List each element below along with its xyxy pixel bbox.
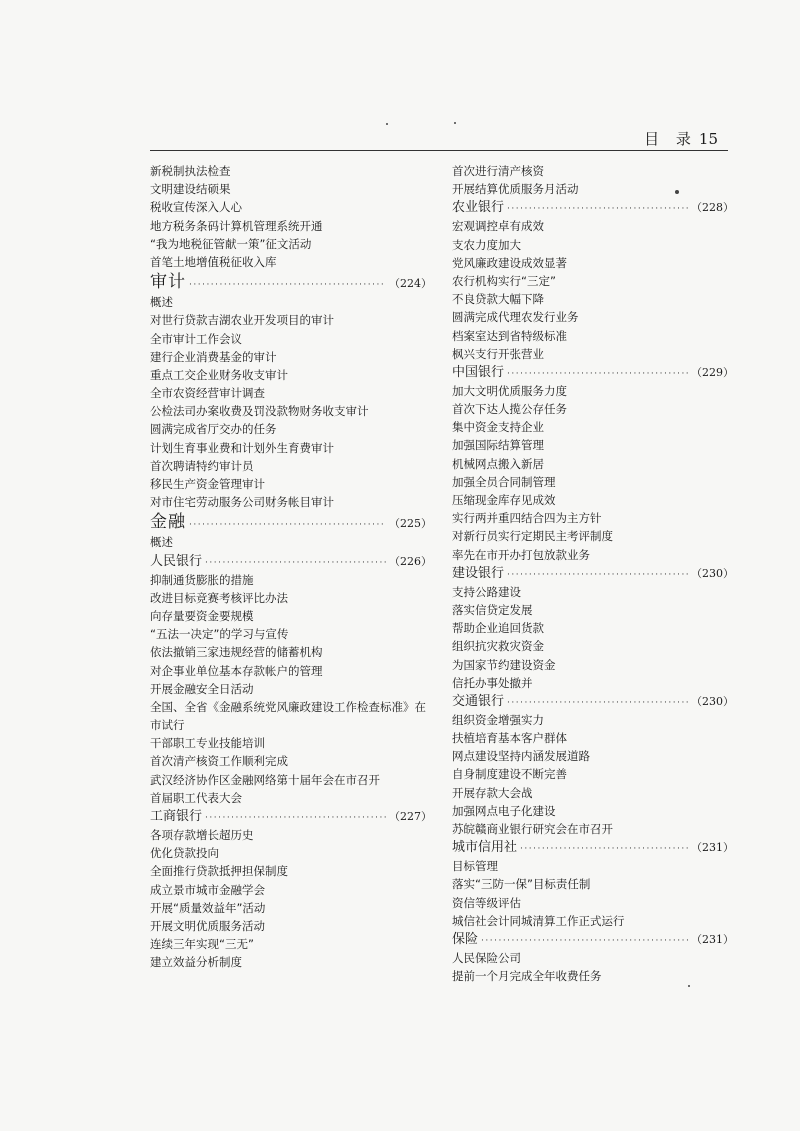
toc-entry: 优化贷款投向 [150,846,219,861]
toc-subsection-heading [452,198,734,217]
toc-entry: 建行企业消费基金的审计 [150,349,277,364]
section-page-number: （225） [389,517,432,531]
toc-entry: 全国、全省《金融系统党风廉政建设工作检查标准》在 [150,699,426,714]
toc-entry: 移民生产资金管理审计 [150,477,265,491]
toc-entry: “我为地税征管献一策”征文活动 [150,236,312,251]
scan-speck [386,123,388,125]
toc-entry: 建立效益分析制度 [150,955,242,970]
toc-entry: 网点建设坚持内涵发展道路 [452,749,590,764]
toc-entry: 集中资金支持企业 [452,420,544,435]
toc-entry: 落实信贷定发展 [452,602,533,617]
toc-subsection-heading [452,838,734,857]
toc-subsection-heading [150,807,432,826]
section-title: 交通银行 [452,693,505,709]
toc-entry: 首次进行清产核资 [452,164,544,178]
section-page-number: （231） [691,841,734,855]
toc-entry: 加强国际结算管理 [452,438,544,453]
toc-entry: 开展金融安全日活动 [150,681,254,696]
toc-entry: 全市审计工作会议 [150,331,242,346]
section-page-number: （230） [691,694,734,708]
section-page-number: （227） [389,810,432,823]
toc-entry: 开展结算优质服务月活动 [452,182,579,197]
toc-entry: 武汉经济协作区金融网络第十届年会在市召开 [150,772,380,787]
toc-entry: 市试行 [150,718,185,733]
page-number: 15 [698,130,718,148]
section-title: 城市信用社 [452,840,518,856]
toc-entry: 重点工交企业财务收支审计 [150,367,288,382]
dot-leader [205,554,386,573]
toc-entry: 对世行贷款吉湖农业开发项目的审计 [150,313,334,328]
toc-entry: 落实“三防一保”目标责任制 [452,877,591,892]
toc-entry: 信托办事处撤并 [452,675,533,690]
section-page-number: （229） [691,365,734,379]
section-page-number: （231） [691,932,734,946]
page-header [150,128,728,151]
toc-entry: 城信社会计同城清算工作正式运行 [452,913,625,928]
toc-entry: 首笔土地增值税征收入库 [150,254,277,269]
section-page-number: （230） [691,566,734,580]
toc-entry: 枫兴支行开张营业 [452,346,544,361]
toc-entry: 党风廉政建设成效显著 [452,255,567,270]
toc-entry: 依法撤销三家违规经营的储蓄机构 [150,645,323,660]
toc-entry: 加强网点电子化建设 [452,803,556,818]
toc-entry: 不良贷款大幅下降 [452,292,544,307]
toc-entry: 人民保险公司 [452,950,521,965]
toc-entry: 支持公路建设 [452,584,521,599]
section-title: 建设银行 [452,565,505,581]
toc-entry: 开展存款大会战 [452,785,533,800]
toc-entry: 宏观调控卓有成效 [452,219,544,234]
toc-entry: 税收宣传深入人心 [150,200,242,215]
toc-entry: 首次下达人揽公存任务 [452,402,567,417]
toc-entry: 档案室达到省特级标准 [452,328,567,343]
toc-entry: 对市住宅劳动服务公司财务帐目审计 [150,495,334,510]
toc-entry: 组织资金增强实力 [452,712,544,727]
toc-entry: 加强全员合同制管理 [452,474,556,489]
scan-speck [688,985,690,987]
toc-entry: 组织抗灾救灾资金 [452,639,544,654]
toc-entry: 向存量要资金要规模 [150,608,254,623]
section-page-number: （226） [389,554,432,568]
toc-entry: 压缩现金库存见成效 [452,493,556,507]
toc-entry: 干部职工专业技能培训 [150,736,265,751]
toc-entry: 加大文明优质服务力度 [452,383,567,398]
toc-entry: 概述 [150,535,173,550]
toc-entry: 农行机构实行“三定” [452,273,556,288]
toc-entry: 提前一个月完成全年收费任务 [452,969,602,984]
toc-entry: 公检法司办案收费及罚没款物财务收支审计 [150,404,369,419]
toc-entry: 对新行员实行定期民主考评制度 [452,529,613,544]
toc-entry: “五法一决定”的学习与宣传 [150,627,289,642]
toc-subsection-heading [150,552,432,571]
toc-entry: 圆满完成代理农发行业务 [452,310,579,325]
toc-subsection-heading [452,930,734,949]
toc-entry: 支农力度加大 [452,237,521,252]
section-title: 农业银行 [452,200,505,216]
header-text [644,128,718,149]
toc-entry: 文明建设结硕果 [150,182,231,197]
toc-entry: 首届职工代表大会 [150,790,242,805]
toc-subsection-heading [452,692,734,711]
toc-entry: 概述 [150,295,173,310]
toc-entry: 连续三年实现“三无” [150,937,254,952]
toc-entry: 机械网点搬入新居 [452,456,544,471]
toc-entry: 计划生育事业费和计划外生育费审计 [150,440,334,455]
toc-entry: 为国家节约建设资金 [452,657,556,672]
toc-entry: 扶植培育基本客户群体 [452,731,567,746]
toc-entry: 首次清产核资工作顺利完成 [150,754,288,769]
toc-entry: 苏皖赣商业银行研究会在市召开 [452,822,613,836]
section-title: 保险 [452,931,479,947]
toc-entry: 帮助企业追回货款 [452,621,544,636]
dot-leader [507,566,688,585]
toc-entry: 全面推行贷款抵押担保制度 [150,864,288,879]
toc-entry: 实行两并重四结合四为主方针 [452,511,602,526]
section-title: 人民银行 [150,553,203,569]
toc-entry: 各项存款增长超历史 [150,828,254,842]
dot-leader [189,274,386,296]
toc-entry: 新税制执法检查 [150,164,231,178]
toc-entry: 圆满完成省厅交办的任务 [150,422,277,437]
section-page-number: （228） [691,201,734,215]
toc-entry: 改进目标竞赛考核评比办法 [150,590,288,605]
toc-entry: 地方税务条码计算机管理系统开通 [150,218,323,233]
toc-entry: 目标管理 [452,859,498,874]
section-title: 金融 [150,512,186,533]
toc-right-column [452,162,734,985]
toc-section-heading [150,271,432,293]
dot-leader [189,514,386,536]
toc-entry: 开展“质量效益年”活动 [150,900,266,915]
toc-subsection-heading [452,564,734,583]
toc-entry: 抑制通货膨胀的措施 [150,572,254,587]
section-title: 工商银行 [150,809,203,824]
toc-section-heading [150,511,432,533]
toc-entry: 自身制度建设不断完善 [452,767,567,782]
scan-speck [675,190,679,194]
toc-left-column [150,162,432,972]
toc-entry: 成立景市城市金融学会 [150,882,265,897]
header-label: 目 录 [644,130,697,148]
toc-entry: 全市农资经营审计调查 [150,386,265,401]
section-title: 中国银行 [452,364,505,380]
scan-speck [454,122,456,124]
section-title: 审计 [150,272,186,293]
section-page-number: （224） [389,277,432,291]
toc-subsection-heading [452,363,734,382]
dot-leader [520,840,688,859]
toc-entry: 首次聘请特约审计员 [150,458,254,473]
toc-entry: 对企事业单位基本存款帐户的管理 [150,663,323,678]
toc-entry: 资信等级评估 [452,895,521,910]
toc-entry: 率先在市开办打包放款业务 [452,547,590,562]
toc-entry: 开展文明优质服务活动 [150,918,265,933]
